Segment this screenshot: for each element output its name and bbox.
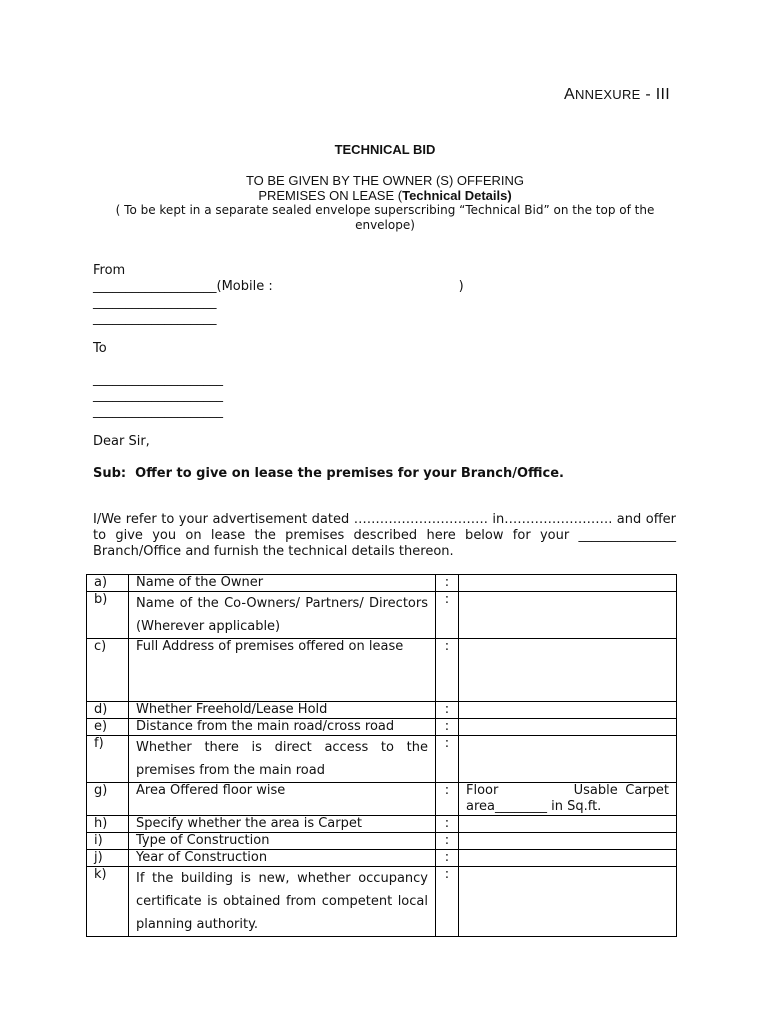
row-id: k) — [87, 867, 129, 937]
row-value — [459, 867, 677, 937]
row-label: Type of Construction — [129, 833, 436, 850]
subtitle-line-2 — [0, 188, 770, 203]
technical-details-table — [86, 574, 677, 937]
row-colon: : — [436, 592, 459, 639]
to-block — [93, 372, 223, 420]
subject-line: Sub: Offer to give on lease the premises for your Branch/Office. — [93, 466, 564, 481]
row-colon: : — [436, 639, 459, 702]
from-line-2: ___________________ — [93, 295, 217, 310]
from-line-1: ___________________(Mobile : ) — [93, 279, 464, 294]
to-line: ____________________ — [93, 404, 223, 419]
row-value — [459, 719, 677, 736]
document-title: TECHNICAL BID — [334, 142, 436, 157]
envelope-note: ( To be kept in a separate sealed envelope superscribing “Technical Bid” on the top of the envelope) — [115, 203, 655, 232]
row-value — [459, 816, 677, 833]
row-label: If the building is new, whether occupancy certificate is obtained from competent local planning authority. — [129, 867, 436, 937]
table-row — [87, 783, 677, 816]
table-row — [87, 592, 677, 639]
row-label: Name of the Owner — [129, 575, 436, 592]
subtitle-line-1: TO BE GIVEN BY THE OWNER (S) OFFERING — [245, 173, 525, 188]
row-colon: : — [436, 816, 459, 833]
row-value — [459, 575, 677, 592]
to-line: ____________________ — [93, 388, 223, 403]
row-value — [459, 736, 677, 783]
row-id: h) — [87, 816, 129, 833]
row-label: Year of Construction — [129, 850, 436, 867]
subtitle-prefix: PREMISES ON LEASE ( — [258, 188, 403, 203]
row-value — [459, 592, 677, 639]
row-value — [459, 639, 677, 702]
table-row — [87, 575, 677, 592]
intro-paragraph: I/We refer to your advertisement dated …………………………. in……………………. and offer to give you on lease the premises described here below for your _______________ Branch/Office and furnish the technical details thereon. — [93, 512, 676, 559]
row-id: e) — [87, 719, 129, 736]
row-value — [459, 850, 677, 867]
row-colon: : — [436, 850, 459, 867]
row-label: Whether there is direct access to the premises from the main road — [129, 736, 436, 783]
row-id: c) — [87, 639, 129, 702]
annexure-smallcaps: NNEXURE — [574, 87, 641, 102]
row-id: i) — [87, 833, 129, 850]
subtitle-bold: Technical Details) — [402, 188, 512, 203]
row-label: Area Offered floor wise — [129, 783, 436, 816]
to-label: To — [93, 341, 107, 356]
table-row — [87, 719, 677, 736]
from-label: From — [93, 263, 126, 278]
row-label: Specify whether the area is Carpet — [129, 816, 436, 833]
row-value — [459, 702, 677, 719]
table-row — [87, 702, 677, 719]
row-colon: : — [436, 736, 459, 783]
row-label: Full Address of premises offered on lease — [129, 639, 436, 702]
from-line-3: ___________________ — [93, 311, 217, 326]
row-id: g) — [87, 783, 129, 816]
row-id: a) — [87, 575, 129, 592]
row-label: Distance from the main road/cross road — [129, 719, 436, 736]
row-value — [459, 833, 677, 850]
row-label: Whether Freehold/Lease Hold — [129, 702, 436, 719]
row-colon: : — [436, 575, 459, 592]
table-row — [87, 867, 677, 937]
table-row — [87, 833, 677, 850]
annexure-heading: ANNEXURE - III — [563, 86, 670, 103]
table-row — [87, 850, 677, 867]
row-id: f) — [87, 736, 129, 783]
row-colon: : — [436, 783, 459, 816]
to-line: ____________________ — [93, 372, 223, 387]
row-id: j) — [87, 850, 129, 867]
table-row — [87, 816, 677, 833]
table-row — [87, 639, 677, 702]
row-colon: : — [436, 719, 459, 736]
from-block — [93, 263, 464, 327]
row-colon: : — [436, 702, 459, 719]
row-colon: : — [436, 833, 459, 850]
salutation: Dear Sir, — [93, 434, 150, 449]
row-colon: : — [436, 867, 459, 937]
row-id: d) — [87, 702, 129, 719]
row-value: Floor Usable Carpet area________ in Sq.ft. — [459, 783, 677, 816]
table-row — [87, 736, 677, 783]
row-id: b) — [87, 592, 129, 639]
row-label: Name of the Co-Owners/ Partners/ Directors (Wherever applicable) — [129, 592, 436, 639]
